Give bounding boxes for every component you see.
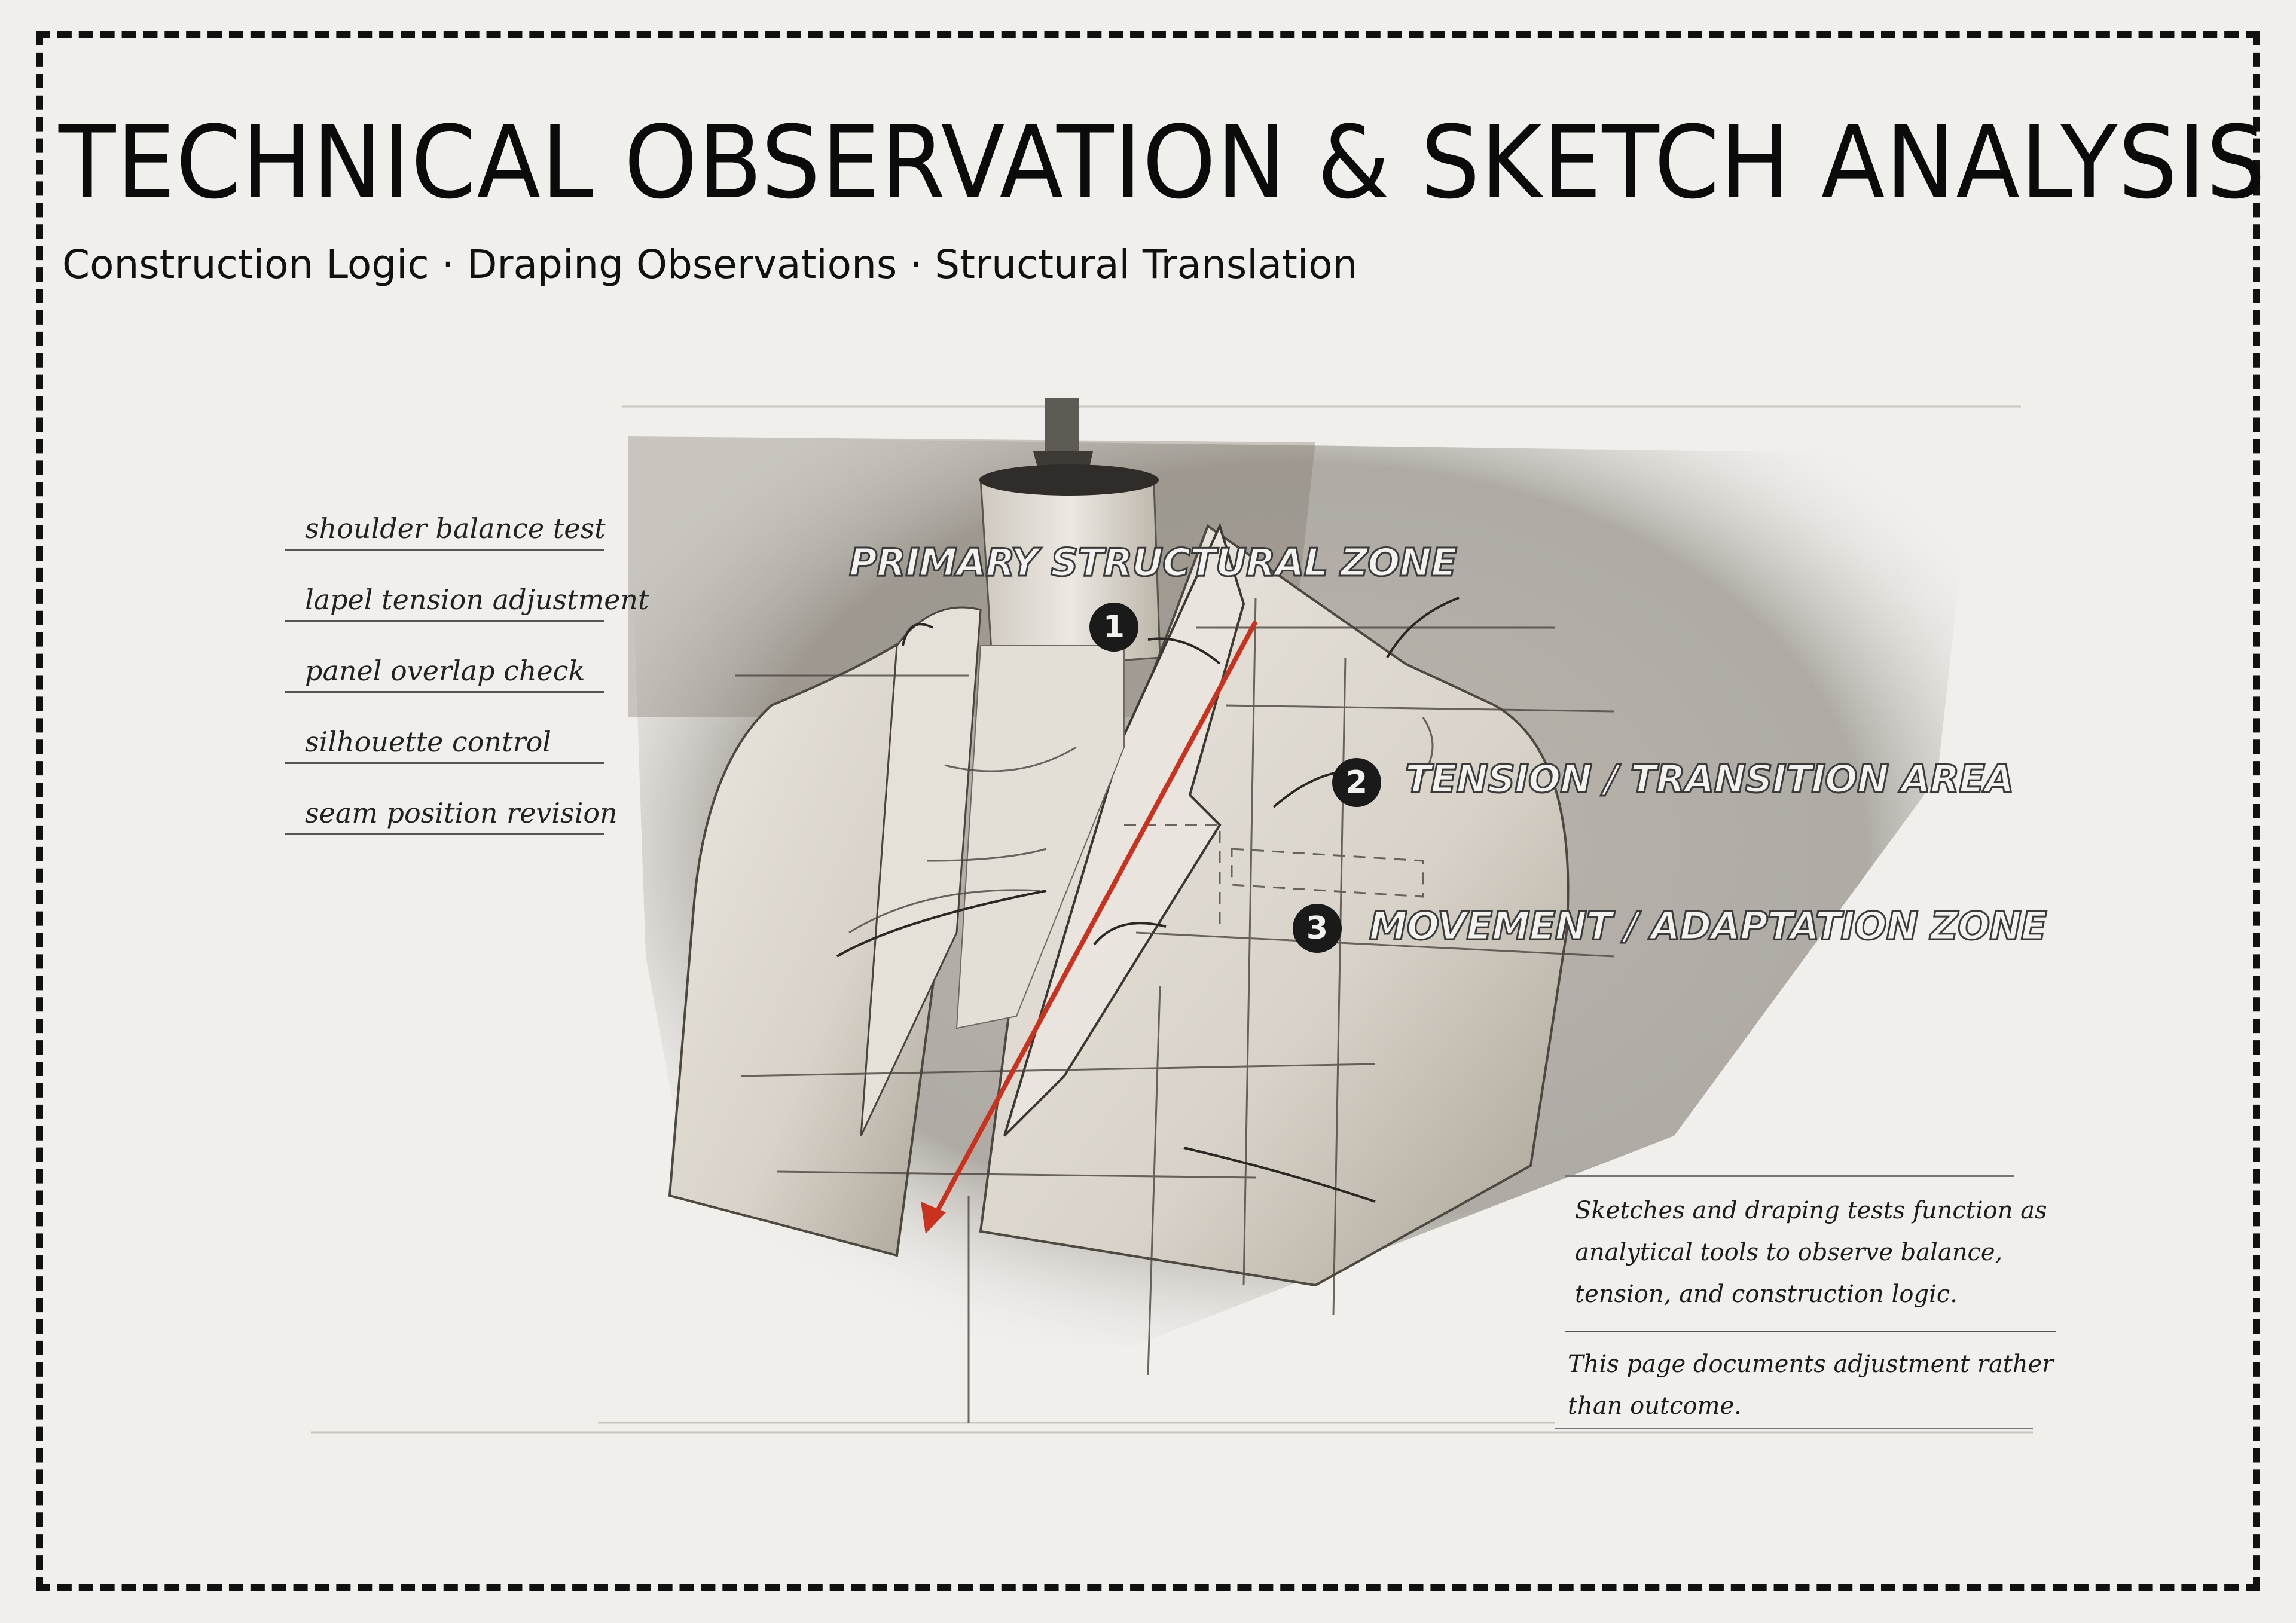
page-title: TECHNICAL OBSERVATION & SKETCH ANALYSIS (59, 104, 2266, 221)
note-item: silhouette control (281, 698, 616, 769)
caption-paragraph-1: Sketches and draping tests function as analytical tools to observe balance, tension, and construction logic. (1575, 1197, 2047, 1308)
zone-marker-3: 3 (1293, 904, 1342, 953)
zone-marker-2: 2 (1332, 758, 1381, 807)
zone-label-movement: MOVEMENT / ADAPTATION ZONE (1369, 904, 2047, 949)
zone-marker-1: 1 (1089, 603, 1138, 652)
caption-rule-bottom (1555, 1428, 2033, 1429)
note-item: shoulder balance test (281, 484, 616, 555)
caption-paragraph-2: This page documents adjustment rather than outcome. (1565, 1331, 2056, 1427)
note-item: seam position revision (281, 769, 616, 840)
note-item: lapel tension adjustment (281, 555, 616, 626)
observation-notes-list (281, 484, 649, 840)
zone-label-tension: TENSION / TRANSITION AREA (1405, 757, 2014, 802)
zone-label-primary: PRIMARY STRUCTURAL ZONE (849, 541, 1457, 585)
note-item: panel overlap check (281, 626, 616, 698)
caption-block (1565, 1176, 2056, 1427)
page-subtitle: Construction Logic · Draping Observations · Structural Translation (62, 242, 1358, 288)
